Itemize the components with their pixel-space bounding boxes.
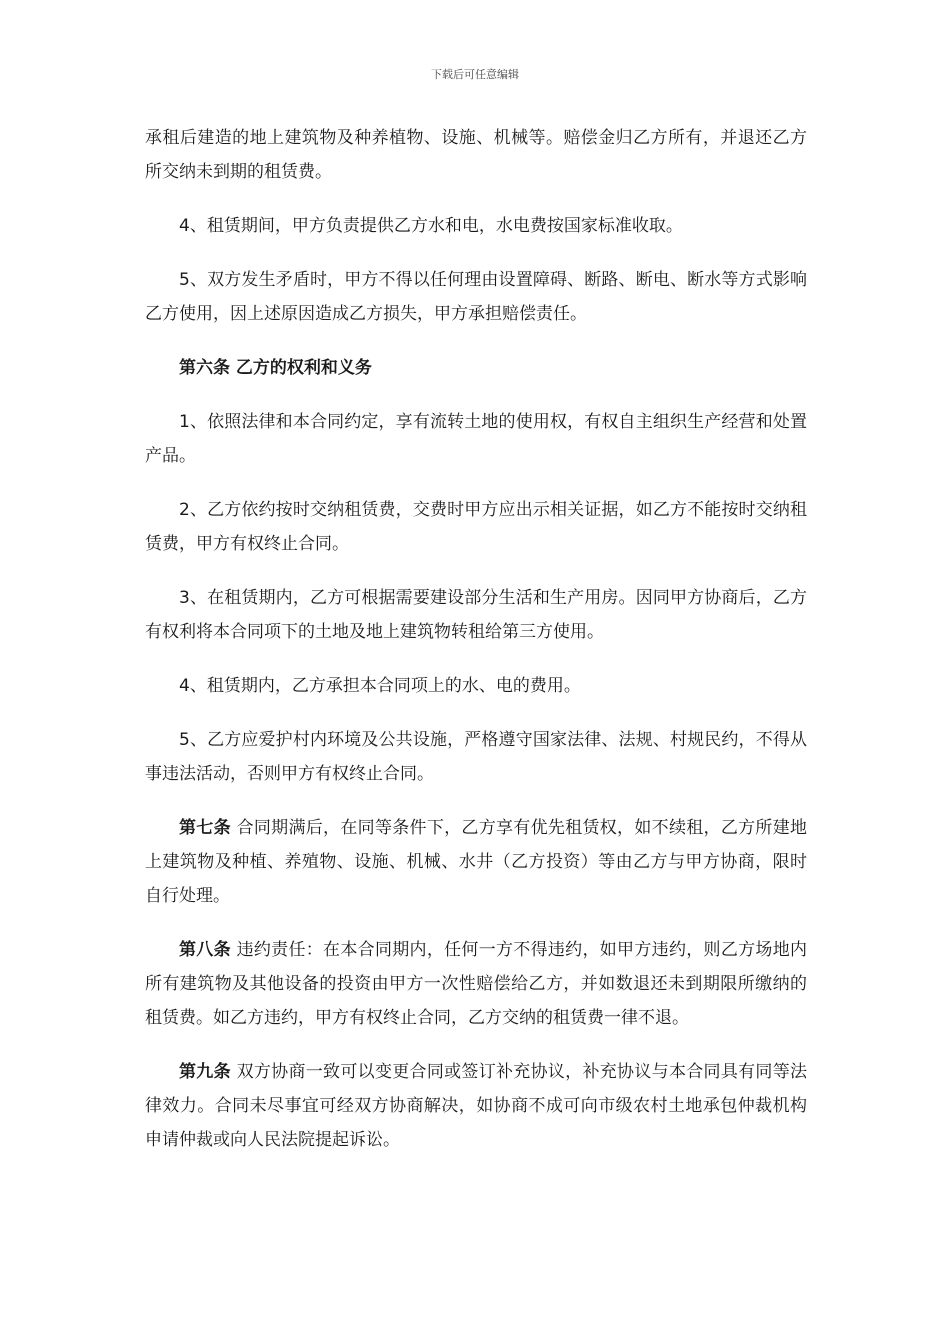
article-8-label: 第八条 <box>179 940 231 960</box>
article-9 <box>145 1055 807 1157</box>
paragraph-art6-item-1: 1、依照法律和本合同约定，享有流转土地的使用权，有权自主组织生产经营和处置产品。 <box>145 412 807 466</box>
article-7 <box>145 811 807 913</box>
article-6-heading: 第六条 乙方的权利和义务 <box>179 358 372 378</box>
paragraph-art6-item-3: 3、在租赁期内，乙方可根据需要建设部分生活和生产用房。因同甲方协商后，乙方有权利将本合同项下的土地及地上建筑物转租给第三方使用。 <box>145 588 807 642</box>
document-body <box>145 121 807 1177</box>
article-8 <box>145 933 807 1035</box>
article-7-label: 第七条 <box>179 818 231 838</box>
paragraph-item-5: 5、双方发生矛盾时，甲方不得以任何理由设置障碍、断路、断电、断水等方式影响乙方使用，因上述原因造成乙方损失，甲方承担赔偿责任。 <box>145 270 807 324</box>
paragraph-item-4: 4、租赁期间，甲方负责提供乙方水和电，水电费按国家标准收取。 <box>179 216 683 236</box>
header-note: 下载后可任意编辑 <box>431 68 519 81</box>
paragraph-art6-item-4: 4、租赁期内，乙方承担本合同项上的水、电的费用。 <box>179 676 581 696</box>
article-9-text: 双方协商一致可以变更合同或签订补充协议，补充协议与本合同具有同等法律效力。合同未尽事宜可经双方协商解决，如协商不成可向市级农村土地承包仲裁机构申请仲裁或向人民法院提起诉讼。 <box>145 1062 808 1150</box>
article-8-text: 违约责任：在本合同期内，任何一方不得违约，如甲方违约，则乙方场地内所有建筑物及其他设备的投资由甲方一次性赔偿给乙方，并如数退还未到期限所缴纳的租赁费。如乙方违约，甲方有权终止合同，乙方交纳的租赁费一律不退。 <box>145 940 808 1028</box>
paragraph-art6-item-5: 5、乙方应爱护村内环境及公共设施，严格遵守国家法律、法规、村规民约，不得从事违法活动，否则甲方有权终止合同。 <box>145 730 807 784</box>
article-7-text: 合同期满后，在同等条件下，乙方享有优先租赁权，如不续租，乙方所建地上建筑物及种植、养殖物、设施、机械、水井（乙方投资）等由乙方与甲方协商，限时自行处理。 <box>145 818 808 906</box>
paragraph-art6-item-2: 2、乙方依约按时交纳租赁费，交费时甲方应出示相关证据，如乙方不能按时交纳租赁费，甲方有权终止合同。 <box>145 500 807 554</box>
article-9-label: 第九条 <box>179 1062 231 1082</box>
paragraph-continuation: 承租后建造的地上建筑物及种养植物、设施、机械等。赔偿金归乙方所有，并退还乙方所交纳未到期的租赁费。 <box>145 128 807 182</box>
